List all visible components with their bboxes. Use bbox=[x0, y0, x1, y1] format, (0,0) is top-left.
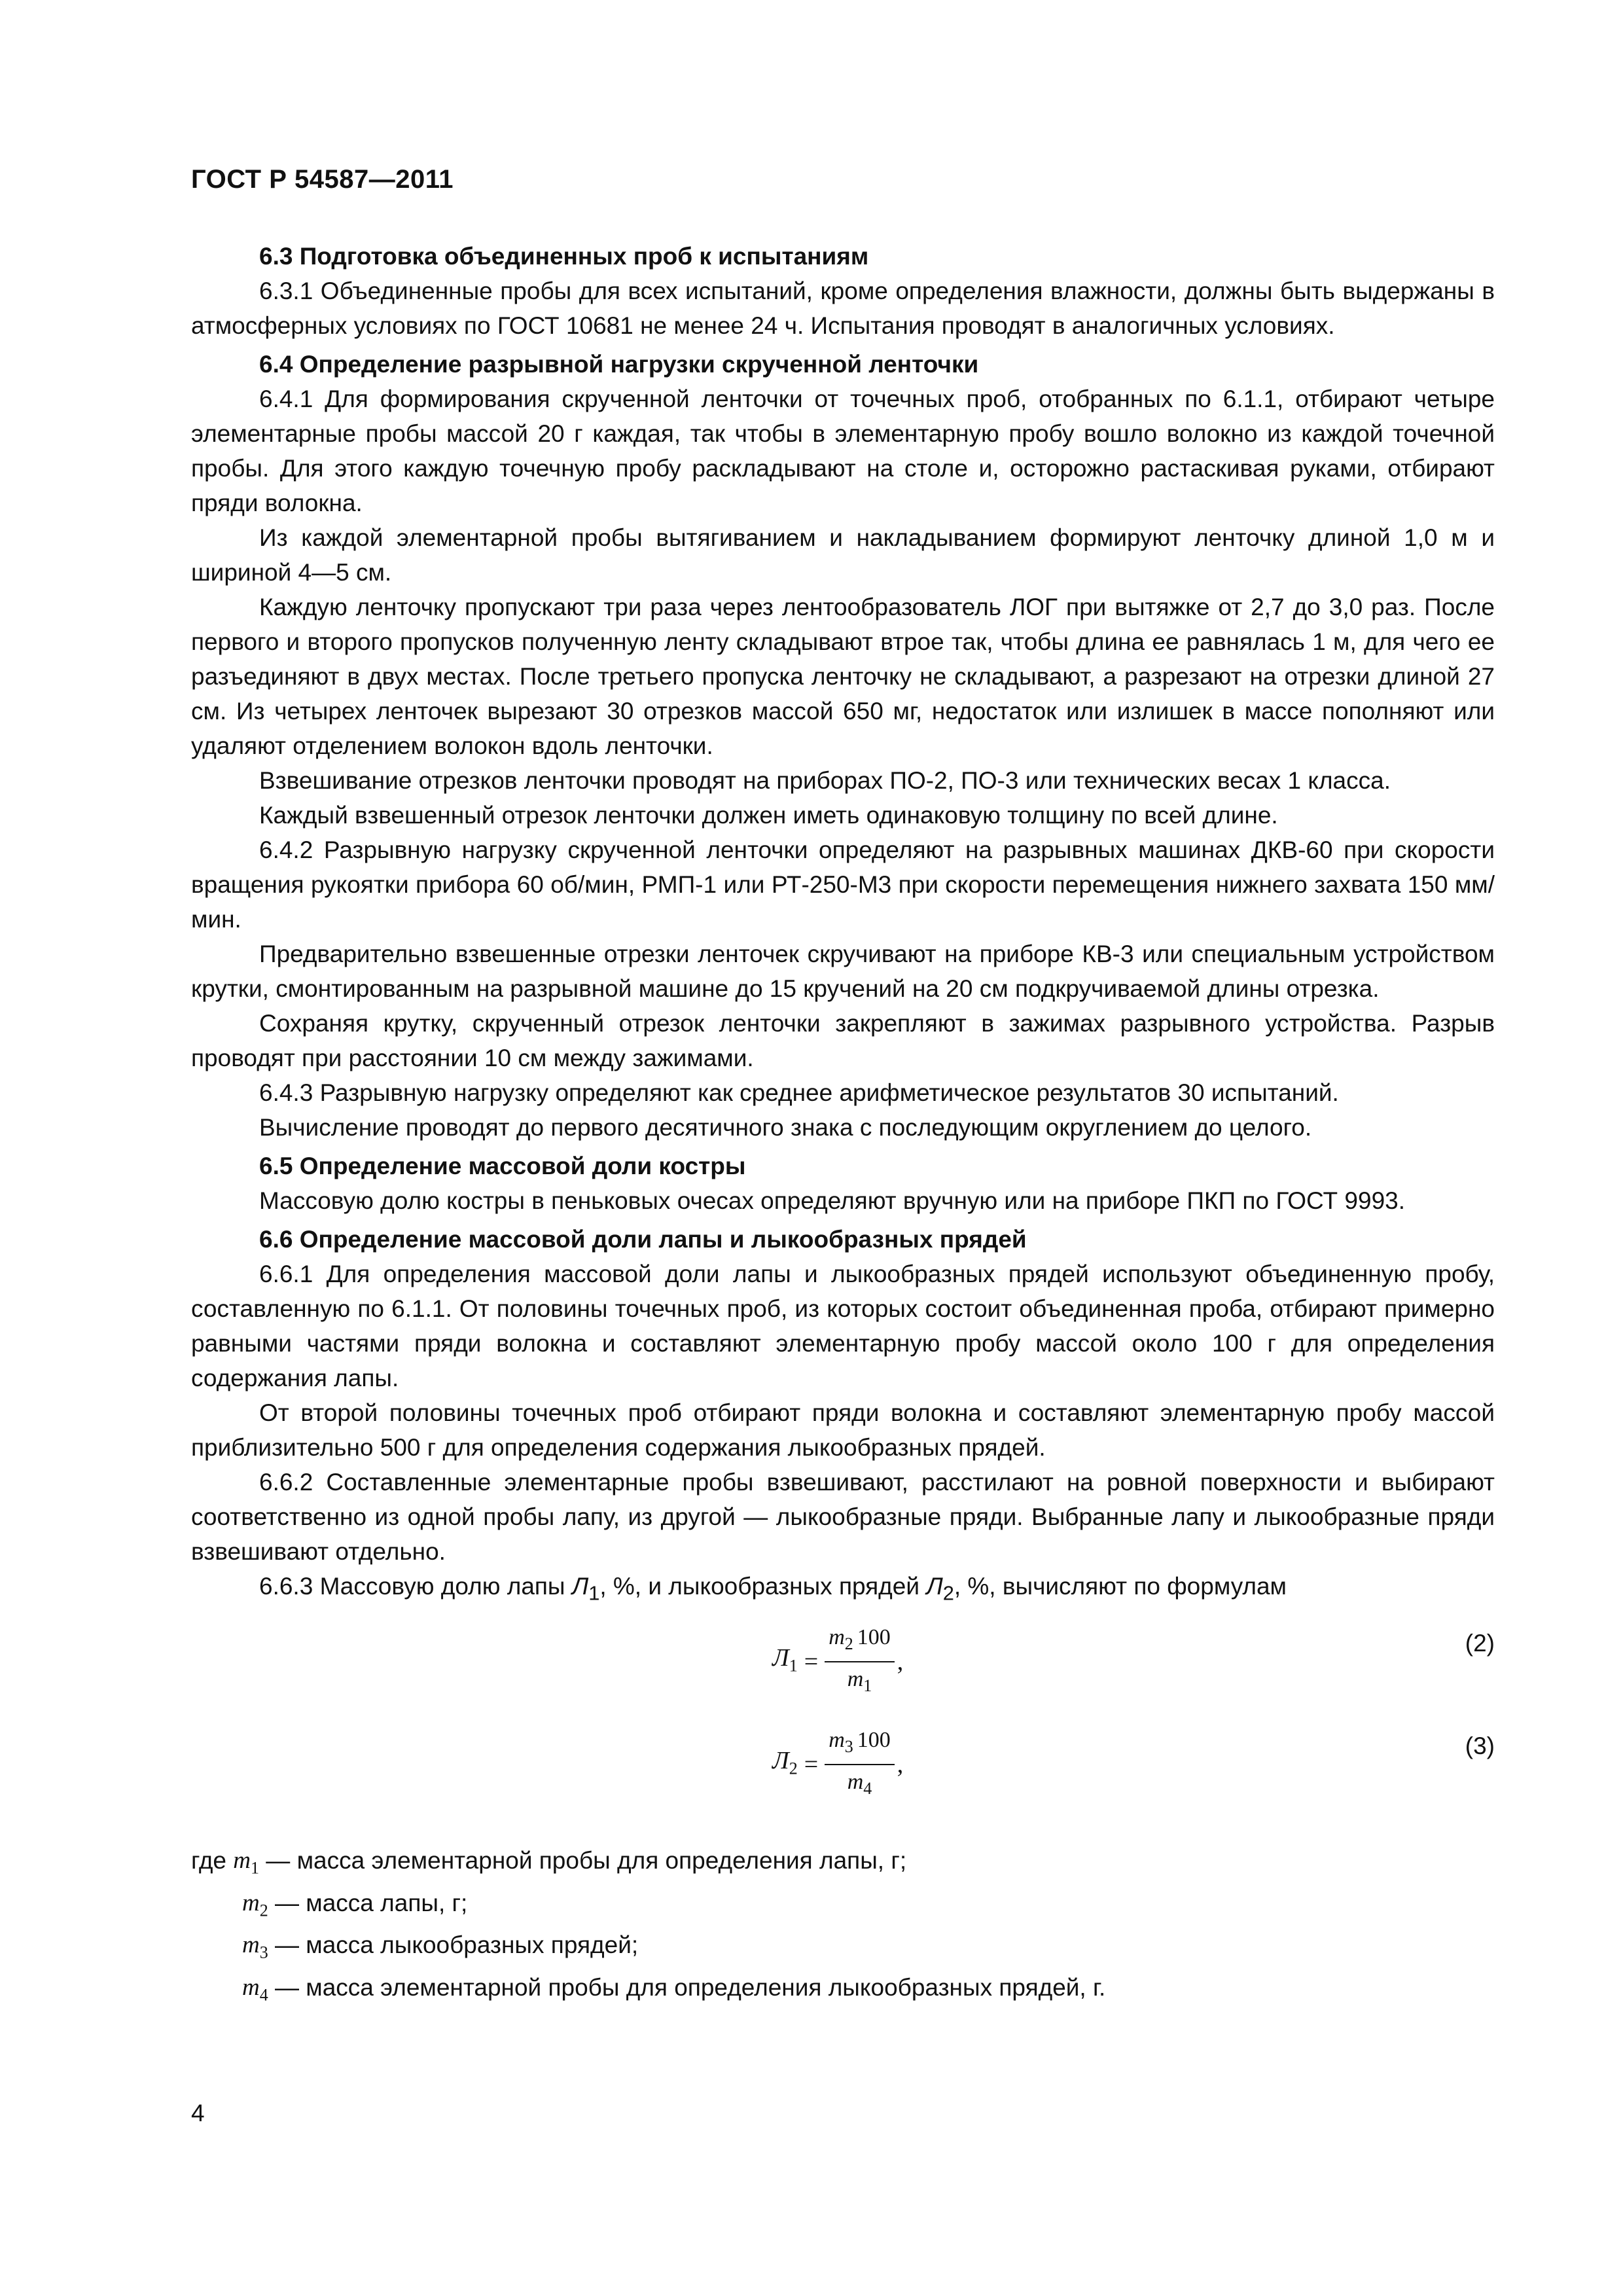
paragraph: Массовую долю костры в пеньковых очесах определяют вручную или на приборе ПКП по ГОСТ 9993. bbox=[259, 1187, 1406, 1214]
paragraph: Сохраняя крутку, скрученный отрезок ленточки закрепляют в зажимах разрывного устройства. Разрыв проводят при расстоянии 10 см между зажимами. bbox=[191, 1010, 1495, 1071]
paragraph: 6.6.2 Составленные элементарные пробы взвешивают, расстилают на ровной поверхности и выбирают соответственно из одной пробы лапу, из другой — лыкообразные пряди. Выбранные лапу и лыкообразные пряди взвешивают отдельно. bbox=[191, 1469, 1495, 1565]
paragraph: 6.6.1 Для определения массовой доли лапы и лыкообразных прядей используют объединенную пробу, составленную по 6.1.1. От половины точечных проб, из которых состоит объединенная проба, отбирают примерно равными частями пряди волокна и составляют элементарную пробу массой около 100 г для определения содержания лапы. bbox=[191, 1261, 1495, 1391]
paragraph: От второй половины точечных проб отбирают пряди волокна и составляют элементарную пробу массой приблизительно 500 г для определения содержания лыкообразных прядей. bbox=[191, 1399, 1495, 1461]
definition-m4: $m_4$ — масса элементарной пробы для определения лыкообразных прядей, г. bbox=[242, 1973, 1106, 2004]
paragraph: 6.4.3 Разрывную нагрузку определяют как среднее арифметическое результатов 30 испытаний. bbox=[259, 1079, 1339, 1106]
section-heading: 6.3 Подготовка объединенных проб к испытаниям bbox=[259, 243, 869, 270]
section-heading: 6.5 Определение массовой доли костры bbox=[259, 1153, 746, 1179]
document-header: ГОСТ Р 54587—2011 bbox=[191, 165, 454, 194]
formula-3: $Л_2$ = $\frac{m_3 100}{m_4}$ , (3) bbox=[191, 1721, 1495, 1816]
page-number: 4 bbox=[191, 2100, 205, 2126]
document-body bbox=[191, 239, 1495, 2012]
definition-m3: $m_3$ — масса лыкообразных прядей; bbox=[242, 1931, 639, 1962]
formula-2: $Л_1$ = $\frac{m_2 100}{m_1}$ , (2) bbox=[191, 1618, 1495, 1713]
paragraph: Взвешивание отрезков ленточки проводят на приборах ПО-2, ПО-3 или технических весах 1 класса. bbox=[259, 767, 1391, 794]
paragraph: Каждую ленточку пропускают три раза через лентообразователь ЛОГ при вытяжке от 2,7 до 3,0 раз. После первого и второго пропусков полученную ленту складывают втрое так, чтобы длина ее равнялась 1 м, для чего ее разъединяют в двух местах. После третьего пропуска ленточку не складывают, а разрезают на отрезки длиной 27 см. Из четырех ленточек вырезают 30 отрезков массой 650 мг, недостаток или излишек в массе пополняют или удаляют отделением волокон вдоль ленточки. bbox=[191, 594, 1495, 759]
paragraph: 6.4.2 Разрывную нагрузку скрученной ленточки определяют на разрывных машинах ДКВ-60 при скорости вращения рукоятки прибора 60 об/мин, РМП-1 или РТ-250-М3 при скорости перемещения нижнего захвата 150 мм/мин. bbox=[191, 836, 1495, 933]
paragraph: 6.4.1 Для формирования скрученной ленточки от точечных проб, отобранных по 6.1.1, отбирают четыре элементарные пробы массой 20 г каждая, так чтобы в элементарную пробу вошло волокно из каждой точечной пробы. Для этого каждую точечную пробу раскладывают на столе и, осторожно растаскивая руками, отбирают пряди волокна. bbox=[191, 386, 1495, 516]
fraction: $\frac{m_3 100}{m_4}$ bbox=[825, 1726, 895, 1803]
paragraph: Вычисление проводят до первого десятичного знака с последующим округлением до целого. bbox=[259, 1114, 1312, 1141]
paragraph: Предварительно взвешенные отрезки ленточек скручивают на приборе КВ-3 или специальным устройством крутки, смонтированным на разрывной машине до 15 кручений на 20 см подкручиваемой длины отрезка. bbox=[191, 941, 1495, 1002]
paragraph: 6.3.1 Объединенные пробы для всех испытаний, кроме определения влажности, должны быть выдержаны в атмосферных условиях по ГОСТ 10681 не менее 24 ч. Испытания проводят в аналогичных условиях. bbox=[191, 278, 1495, 339]
text-blocks bbox=[191, 239, 1495, 1569]
section-heading: 6.6 Определение массовой доли лапы и лыкообразных прядей bbox=[259, 1226, 1027, 1253]
fraction: $\frac{m_2 100}{m_1}$ bbox=[825, 1623, 895, 1700]
equation-number: (2) bbox=[1465, 1630, 1495, 1657]
definition-m1: где $m_1$ — масса элементарной пробы для определения лапы, г; bbox=[191, 1847, 907, 1878]
paragraph-6-6-3: 6.6.3 Массовую долю лапы $Л_1$, %, и лыкообразных прядей $Л_2$, %, вычисляют по формулам bbox=[259, 1573, 1287, 1605]
definition-m2: $m_2$ — масса лапы, г; bbox=[242, 1889, 468, 1920]
variable-definitions bbox=[191, 1843, 1495, 2012]
paragraph: Из каждой элементарной пробы вытягиванием и накладыванием формируют ленточку длиной 1,0 м и шириной 4—5 см. bbox=[191, 524, 1495, 586]
section-heading: 6.4 Определение разрывной нагрузки скрученной ленточки bbox=[259, 351, 979, 378]
equation-number: (3) bbox=[1465, 1732, 1495, 1760]
paragraph: Каждый взвешенный отрезок ленточки должен иметь одинаковую толщину по всей длине. bbox=[259, 802, 1278, 829]
